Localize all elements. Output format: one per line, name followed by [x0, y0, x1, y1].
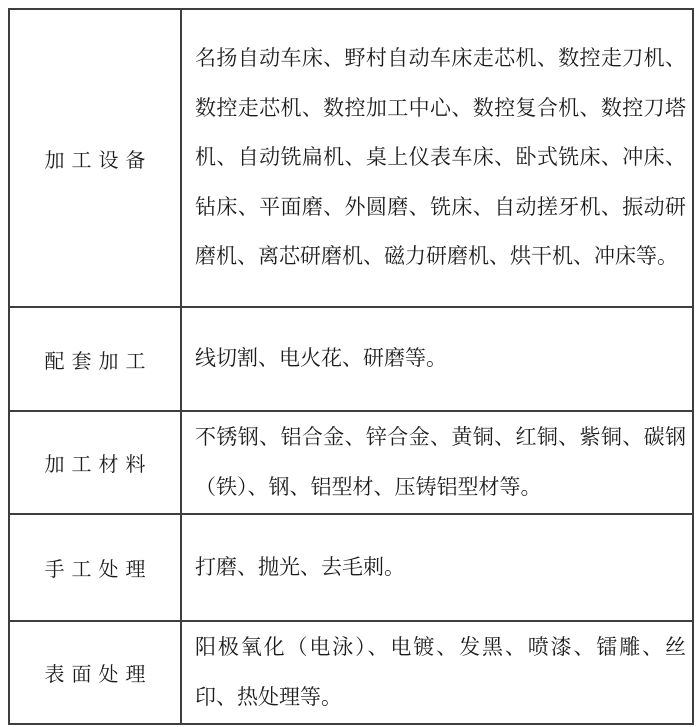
table-row-equipment — [9, 9, 693, 307]
row-label-surface-treatment: 表面处理 — [9, 621, 181, 724]
row-content-manual-finishing: 打磨、抛光、去毛刺。 — [181, 514, 693, 621]
table-row-surface-treatment — [9, 621, 693, 724]
row-label-equipment: 加工设备 — [9, 9, 181, 307]
capabilities-table — [8, 8, 694, 725]
row-label-support-processing: 配套加工 — [9, 307, 181, 411]
row-label-materials: 加工材料 — [9, 411, 181, 514]
table-row-materials — [9, 411, 693, 514]
table-row-support-processing — [9, 307, 693, 411]
row-content-support-processing: 线切割、电火花、研磨等。 — [181, 307, 693, 411]
row-content-surface-treatment: 阳极氧化（电泳）、电镀、发黑、喷漆、镭雕、丝印、热处理等。 — [181, 621, 693, 724]
row-label-manual-finishing: 手工处理 — [9, 514, 181, 621]
table-row-manual-finishing — [9, 514, 693, 621]
row-content-materials: 不锈钢、铝合金、锌合金、黄铜、红铜、紫铜、碳钢（铁）、钢、铝型材、压铸铝型材等。 — [181, 411, 693, 514]
row-content-equipment: 名扬自动车床、野村自动车床走芯机、数控走刀机、数控走芯机、数控加工中心、数控复合机、数控刀塔机、自动铣扁机、桌上仪表车床、卧式铣床、冲床、钻床、平面磨、外圆磨、铣床、自动搓牙机、振动研磨机、离芯研磨机、磁力研磨机、烘干机、冲床等。 — [181, 9, 693, 307]
